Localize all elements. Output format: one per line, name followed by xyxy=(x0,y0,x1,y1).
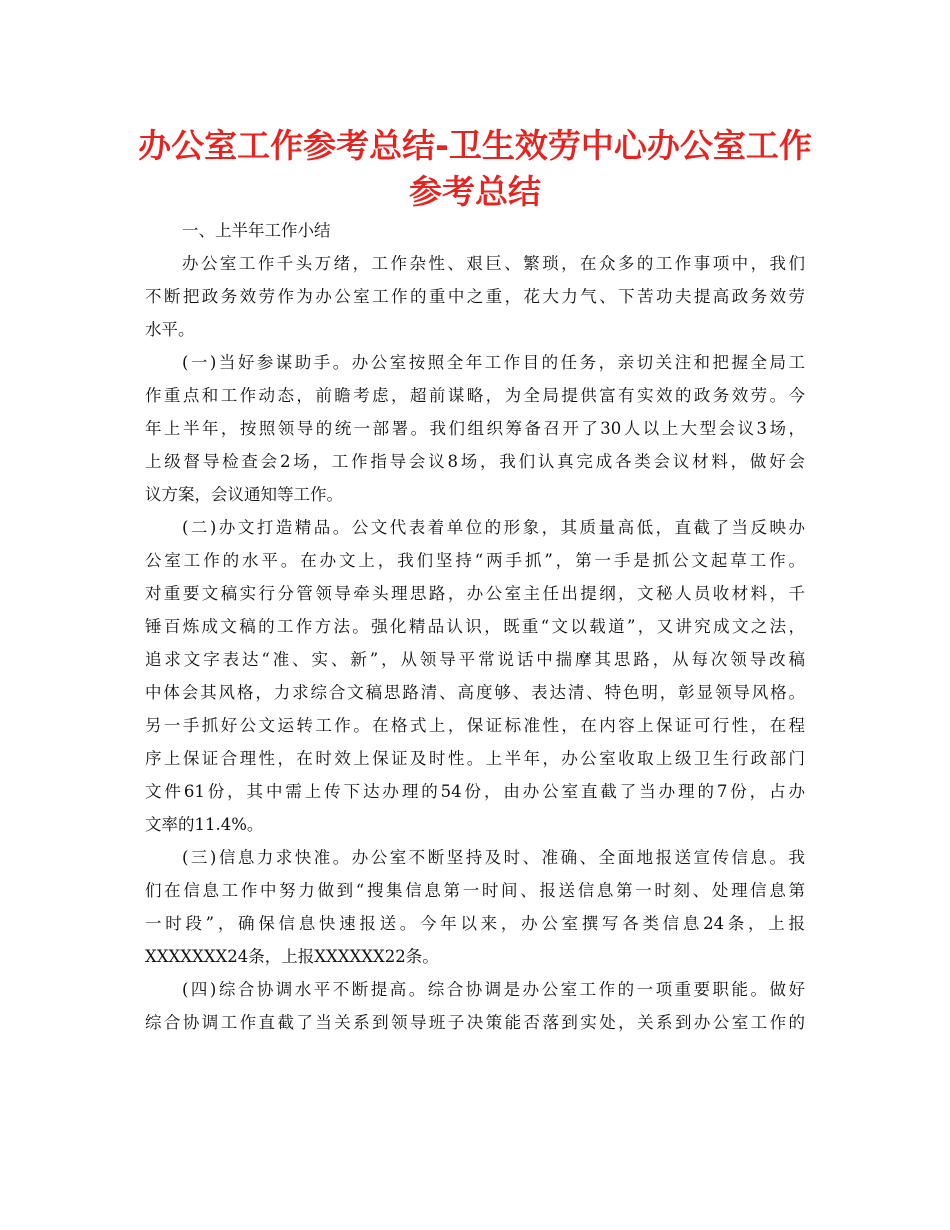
paragraph-line: 年上半年，按照领导的统一部署。我们组织筹备召开了30人以上大型会议3场， xyxy=(145,419,805,438)
paragraph-line: 水平。 xyxy=(145,320,195,339)
paragraph-line: 公室工作的水平。在办文上，我们坚持“两手抓”，第一手是抓公文起草工作。 xyxy=(145,551,805,570)
paragraph-documents xyxy=(145,511,805,841)
section-heading xyxy=(145,214,805,247)
paragraph-line: 议方案，会议通知等工作。 xyxy=(145,485,343,504)
paragraph-line: 追求文字表达“准、实、新”，从领导平常说话中揣摩其思路，从每次领导改稿 xyxy=(145,650,805,669)
paragraph-line: 上级督导检查会2场，工作指导会议8场，我们认真完成各类会议材料，做好会 xyxy=(145,452,805,471)
section-heading-text: 一、上半年工作小结 xyxy=(182,221,331,240)
paragraph-line: 对重要文稿实行分管领导牵头理思路，办公室主任出提纲，文秘人员收材料，千 xyxy=(145,584,805,603)
paragraph-line: XXXXXXX24条，上报XXXXXX22条。 xyxy=(145,947,439,966)
paragraph-line: 中体会其风格，力求综合文稿思路清、高度够、表达清、特色明，彰显领导风格。 xyxy=(145,683,805,702)
paragraph-line: 一时段”，确保信息快速报送。今年以来，办公室撰写各类信息24条，上报 xyxy=(145,914,805,933)
paragraph-line: 综合协调工作直截了当关系到领导班子决策能否落到实处，关系到办公室工作的 xyxy=(145,1013,805,1032)
paragraph-line: (二)办文打造精品。公文代表着单位的形象，其质量高低，直截了当反映办 xyxy=(182,518,805,537)
paragraph-coordination xyxy=(145,973,805,1039)
paragraph-line: (三)信息力求快准。办公室不断坚持及时、准确、全面地报送宣传信息。我 xyxy=(182,848,805,867)
paragraph-line: 锤百炼成文稿的工作方法。强化精品认识，既重“文以载道”，又讲究成文之法， xyxy=(145,617,805,636)
paragraph-line: 作重点和工作动态，前瞻考虑，超前谋略，为全局提供富有实效的政务效劳。今 xyxy=(145,386,805,405)
document-body xyxy=(145,214,805,1039)
paragraph-advisor xyxy=(145,346,805,511)
document-title-line-1: 办公室工作参考总结-卫生效劳中心办公室工作 xyxy=(138,126,812,165)
paragraph-line: 们在信息工作中努力做到“搜集信息第一时间、报送信息第一时刻、处理信息第 xyxy=(145,881,805,900)
paragraph-intro xyxy=(145,247,805,346)
paragraph-information xyxy=(145,841,805,973)
paragraph-line: (四)综合协调水平不断提高。综合协调是办公室工作的一项重要职能。做好 xyxy=(182,980,805,999)
paragraph-line: 序上保证合理性，在时效上保证及时性。上半年，办公室收取上级卫生行政部门 xyxy=(145,749,805,768)
paragraph-line: 不断把政务效劳作为办公室工作的重中之重，花大力气、下苦功夫提高政务效劳 xyxy=(145,287,805,306)
paragraph-line: 另一手抓好公文运转工作。在格式上，保证标准性，在内容上保证可行性，在程 xyxy=(145,716,805,735)
paragraph-line: 办公室工作千头万绪，工作杂性、艰巨、繁琐，在众多的工作事项中，我们 xyxy=(182,254,805,273)
paragraph-line: 文率的11.4%。 xyxy=(145,815,264,834)
paragraph-line: (一)当好参谋助手。办公室按照全年工作目的任务，亲切关注和把握全局工 xyxy=(182,353,805,372)
paragraph-line: 文件61份，其中需上传下达办理的54份，由办公室直截了当办理的7份，占办 xyxy=(145,782,805,801)
document-title-line-2: 参考总结 xyxy=(409,172,541,211)
